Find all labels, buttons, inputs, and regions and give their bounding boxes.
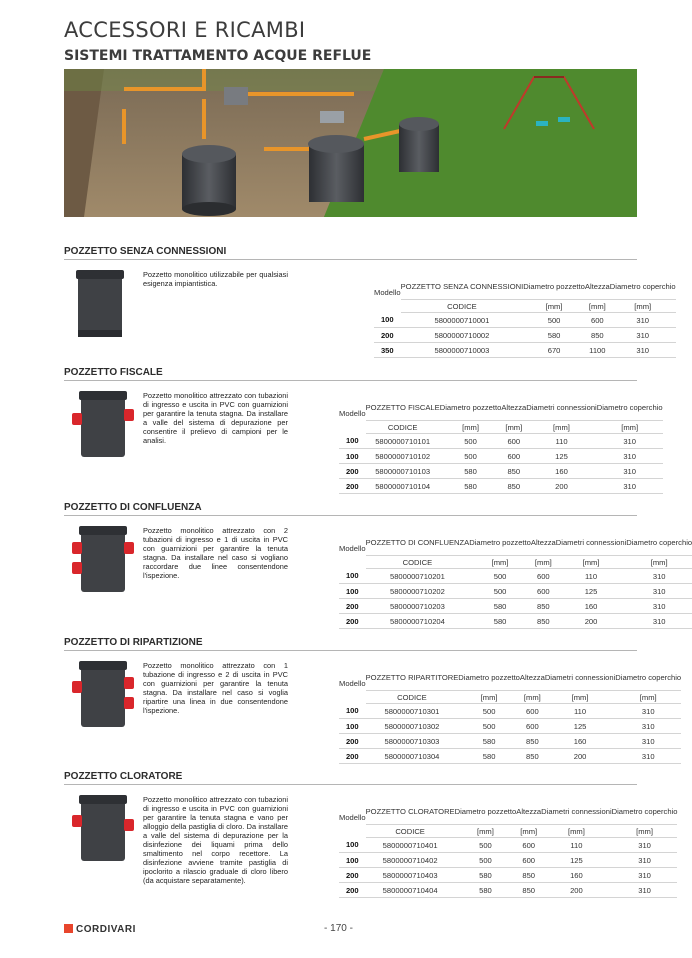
cell-code: 5800000710101 <box>366 434 440 449</box>
cell: 580 <box>458 734 520 749</box>
cell-code: 5800000710103 <box>366 464 440 479</box>
section-pozzetto-di-ripartizione <box>64 637 682 761</box>
cell: 310 <box>597 479 663 494</box>
col-d-pozzetto: Diametro pozzetto <box>440 394 502 421</box>
cell-model: 350 <box>374 343 401 358</box>
cell-model: 200 <box>339 734 366 749</box>
spec-table <box>339 529 692 629</box>
cell-model: 100 <box>339 853 366 868</box>
tank-3 <box>399 117 439 172</box>
unit-codice: CODICE <box>366 421 440 434</box>
unit: [mm] <box>458 691 520 704</box>
cell: 850 <box>501 479 526 494</box>
unit: [mm] <box>626 556 692 569</box>
cell: 500 <box>440 434 502 449</box>
col-d-connessioni: Diametri connessioni <box>545 664 615 691</box>
section-description: Pozzetto monolitico utilizzabile per qualsiasi esigenza impiantistica. <box>143 270 288 288</box>
cell: 500 <box>455 853 517 868</box>
col-model: Modello <box>339 813 366 823</box>
cell: 125 <box>526 449 596 464</box>
cell: 850 <box>531 599 556 614</box>
unit-codice: CODICE <box>366 556 470 569</box>
cell: 580 <box>455 868 517 883</box>
section-pozzetto-di-confluenza <box>64 502 692 626</box>
product-image <box>72 268 128 340</box>
product-image <box>72 659 134 731</box>
cell-code: 5800000710201 <box>366 569 470 584</box>
cell: 110 <box>556 569 626 584</box>
unit: [mm] <box>610 300 676 313</box>
col-d-coperchio: Diametro coperchio <box>626 529 692 556</box>
cell: 850 <box>516 868 541 883</box>
tank-2 <box>308 135 364 202</box>
cell: 125 <box>545 719 615 734</box>
cell: 160 <box>556 599 626 614</box>
cell: 580 <box>440 464 502 479</box>
spec-table <box>374 273 676 358</box>
unit: [mm] <box>516 825 541 838</box>
tank-1 <box>182 145 236 216</box>
col-d-pozzetto: Diametro pozzetto <box>469 529 531 556</box>
cell: 110 <box>541 838 611 853</box>
col-name: POZZETTO CLORATORE <box>366 798 455 825</box>
cell-code: 5800000710401 <box>366 838 455 853</box>
cell: 600 <box>531 584 556 599</box>
table-row <box>339 479 663 494</box>
cell: 310 <box>597 434 663 449</box>
cell: 600 <box>516 853 541 868</box>
col-altezza: Altezza <box>501 394 526 421</box>
col-name: POZZETTO DI CONFLUENZA <box>366 529 470 556</box>
unit: [mm] <box>520 691 545 704</box>
cell-code: 5800000710203 <box>366 599 470 614</box>
cell: 110 <box>545 704 615 719</box>
cell: 310 <box>612 838 678 853</box>
section-heading: POZZETTO SENZA CONNESSIONI <box>64 246 637 260</box>
brand-name: CORDIVARI <box>76 924 136 935</box>
cell: 1100 <box>585 343 610 358</box>
table-row <box>339 449 663 464</box>
section-pozzetto-fiscale <box>64 367 663 491</box>
cell: 310 <box>610 313 676 328</box>
page-subtitle: SISTEMI TRATTAMENTO ACQUE REFLUE <box>64 48 372 64</box>
cell-model: 100 <box>339 434 366 449</box>
cell-code: 5800000710304 <box>366 749 459 764</box>
cell-code: 5800000710204 <box>366 614 470 629</box>
cell: 310 <box>615 734 681 749</box>
cell: 310 <box>615 749 681 764</box>
cell: 580 <box>523 328 585 343</box>
cell: 500 <box>469 584 531 599</box>
cell: 850 <box>531 614 556 629</box>
cell-model: 100 <box>339 569 366 584</box>
cell-code: 5800000710404 <box>366 883 455 898</box>
cell-model: 200 <box>374 328 401 343</box>
spec-table <box>339 394 663 494</box>
table-row <box>339 838 677 853</box>
cell-code: 5800000710001 <box>401 313 524 328</box>
unit: [mm] <box>531 556 556 569</box>
section-description: Pozzetto monolitico attrezzato con tubazioni di ingresso e uscita in PVC con guarnizioni per garantire la tenuta stagna e vano per alloggio della pastiglia di cloro. Da installare a valle del sistema di depurazione per la disinfezione dei liquami prima dello smaltimento nel corpo recettore. La disinfezione avviene tramite pastiglia di ipoclorito a rilascio graduale di cloro libero (da acquistare separatamente). <box>143 795 288 885</box>
page-number: - 170 - <box>324 923 353 934</box>
col-name: POZZETTO FISCALE <box>366 394 440 421</box>
cell: 310 <box>612 883 678 898</box>
cell: 500 <box>458 719 520 734</box>
col-d-coperchio: Diametro coperchio <box>610 273 676 300</box>
table-row <box>339 584 692 599</box>
cell-code: 5800000710301 <box>366 704 459 719</box>
unit: [mm] <box>597 421 663 434</box>
cell-model: 100 <box>339 584 366 599</box>
unit: [mm] <box>541 825 611 838</box>
section-pozzetto-cloratore <box>64 771 678 895</box>
table-row <box>339 883 677 898</box>
col-d-connessioni: Diametri connessioni <box>526 394 596 421</box>
cell: 580 <box>469 614 531 629</box>
table-row <box>374 343 676 358</box>
cell: 600 <box>516 838 541 853</box>
cell-code: 5800000710102 <box>366 449 440 464</box>
cell-model: 100 <box>339 449 366 464</box>
cell: 160 <box>541 868 611 883</box>
cell: 310 <box>610 343 676 358</box>
cell: 310 <box>626 614 692 629</box>
cell-model: 200 <box>339 479 366 494</box>
table-row <box>339 464 663 479</box>
cell: 580 <box>440 479 502 494</box>
cell-model: 200 <box>339 749 366 764</box>
product-image <box>72 793 134 865</box>
table-row <box>339 434 663 449</box>
cell-model: 200 <box>339 868 366 883</box>
col-altezza: Altezza <box>520 664 545 691</box>
cell-model: 200 <box>339 599 366 614</box>
cell-code: 5800000710003 <box>401 343 524 358</box>
section-description: Pozzetto monolitico attrezzato con 2 tubazioni di ingresso e 1 di uscita in PVC con guarnizioni per garantire la tenuta stagna. Da installare nel caso si vogliano raccordare due linee consentendone l'ispezione. <box>143 526 288 580</box>
unit: [mm] <box>455 825 517 838</box>
table-row <box>339 599 692 614</box>
unit: [mm] <box>545 691 615 704</box>
cell: 200 <box>526 479 596 494</box>
cell: 160 <box>545 734 615 749</box>
cell-code: 5800000710202 <box>366 584 470 599</box>
table-row <box>339 704 681 719</box>
col-d-coperchio: Diametro coperchio <box>597 394 663 421</box>
cell: 850 <box>520 749 545 764</box>
table-row <box>374 328 676 343</box>
cell: 110 <box>526 434 596 449</box>
col-model: Modello <box>339 409 366 419</box>
cell: 310 <box>615 704 681 719</box>
cell: 310 <box>610 328 676 343</box>
cell: 200 <box>545 749 615 764</box>
col-d-connessioni: Diametri connessioni <box>541 798 611 825</box>
col-d-coperchio: Diametro coperchio <box>615 664 681 691</box>
cell: 600 <box>501 449 526 464</box>
cell: 500 <box>523 313 585 328</box>
cell: 310 <box>597 464 663 479</box>
cell: 125 <box>556 584 626 599</box>
unit: [mm] <box>585 300 610 313</box>
cell-code: 5800000710402 <box>366 853 455 868</box>
table-row <box>339 614 692 629</box>
cell: 500 <box>455 838 517 853</box>
section-pozzetto-senza-connessioni <box>64 246 676 355</box>
col-model: Modello <box>339 544 366 554</box>
col-altezza: Altezza <box>516 798 541 825</box>
col-d-pozzetto: Diametro pozzetto <box>523 273 585 300</box>
cell: 580 <box>458 749 520 764</box>
table-row <box>339 719 681 734</box>
unit: [mm] <box>501 421 526 434</box>
cell: 310 <box>626 599 692 614</box>
cell-code: 5800000710302 <box>366 719 459 734</box>
section-heading: POZZETTO FISCALE <box>64 367 637 381</box>
cell-code: 5800000710403 <box>366 868 455 883</box>
cell-model: 200 <box>339 464 366 479</box>
cell: 600 <box>585 313 610 328</box>
cell: 310 <box>612 868 678 883</box>
cell-model: 200 <box>339 883 366 898</box>
cell-model: 100 <box>339 838 366 853</box>
col-altezza: Altezza <box>531 529 556 556</box>
cell-model: 100 <box>339 704 366 719</box>
cell: 500 <box>469 569 531 584</box>
cell-model: 200 <box>339 614 366 629</box>
hero-illustration <box>64 69 637 217</box>
unit: [mm] <box>469 556 531 569</box>
col-d-pozzetto: Diametro pozzetto <box>455 798 517 825</box>
unit: [mm] <box>523 300 585 313</box>
table-row <box>339 734 681 749</box>
cell-code: 5800000710002 <box>401 328 524 343</box>
table-row <box>339 853 677 868</box>
cell: 600 <box>501 434 526 449</box>
col-d-connessioni: Diametri connessioni <box>556 529 626 556</box>
unit-codice: CODICE <box>401 300 524 313</box>
table-row <box>339 749 681 764</box>
cell: 500 <box>458 704 520 719</box>
unit: [mm] <box>615 691 681 704</box>
section-description: Pozzetto monolitico attrezzato con 1 tubazione di ingresso e 2 di uscita in PVC con guarnizioni per garantire la tenuta stagna. Da installare nel caso si voglia ripartire una linea in due consentendone l'ispezione. <box>143 661 288 715</box>
cell: 200 <box>541 883 611 898</box>
section-heading: POZZETTO CLORATORE <box>64 771 637 785</box>
cell-model: 100 <box>374 313 401 328</box>
cell: 850 <box>516 883 541 898</box>
col-altezza: Altezza <box>585 273 610 300</box>
cell: 200 <box>556 614 626 629</box>
cell-code: 5800000710303 <box>366 734 459 749</box>
cell: 310 <box>615 719 681 734</box>
unit: [mm] <box>526 421 596 434</box>
cell: 670 <box>523 343 585 358</box>
section-description: Pozzetto monolitico attrezzato con tubazioni di ingresso e uscita in PVC con guarnizioni per garantire la tenuta stagna. Da installare a valle del sistema di depurazione per consentire il prelievo di campioni per le analisi. <box>143 391 288 445</box>
unit: [mm] <box>556 556 626 569</box>
cell: 580 <box>455 883 517 898</box>
col-d-pozzetto: Diametro pozzetto <box>458 664 520 691</box>
table-row <box>339 868 677 883</box>
col-name: POZZETTO RIPARTITORE <box>366 664 459 691</box>
cell: 310 <box>597 449 663 464</box>
cell: 310 <box>626 569 692 584</box>
table-row <box>339 569 692 584</box>
cell: 850 <box>585 328 610 343</box>
product-image <box>72 524 134 596</box>
cell: 160 <box>526 464 596 479</box>
unit-codice: CODICE <box>366 825 455 838</box>
cell: 500 <box>440 449 502 464</box>
col-name: POZZETTO SENZA CONNESSIONI <box>401 273 524 300</box>
spec-table <box>339 798 677 898</box>
cell: 600 <box>520 704 545 719</box>
col-model: Modello <box>374 288 401 298</box>
cell: 125 <box>541 853 611 868</box>
page-title: ACCESSORI E RICAMBI <box>64 18 306 42</box>
unit-codice: CODICE <box>366 691 459 704</box>
col-model: Modello <box>339 679 366 689</box>
col-d-coperchio: Diametro coperchio <box>612 798 678 825</box>
cell-model: 100 <box>339 719 366 734</box>
section-heading: POZZETTO DI CONFLUENZA <box>64 502 637 516</box>
section-heading: POZZETTO DI RIPARTIZIONE <box>64 637 637 651</box>
cell: 600 <box>531 569 556 584</box>
unit: [mm] <box>440 421 502 434</box>
cell: 310 <box>626 584 692 599</box>
cell: 850 <box>501 464 526 479</box>
cell: 850 <box>520 734 545 749</box>
cell-code: 5800000710104 <box>366 479 440 494</box>
unit: [mm] <box>612 825 678 838</box>
cell: 580 <box>469 599 531 614</box>
cell: 310 <box>612 853 678 868</box>
spec-table <box>339 664 681 764</box>
table-row <box>374 313 676 328</box>
product-image <box>72 389 134 461</box>
cell: 600 <box>520 719 545 734</box>
